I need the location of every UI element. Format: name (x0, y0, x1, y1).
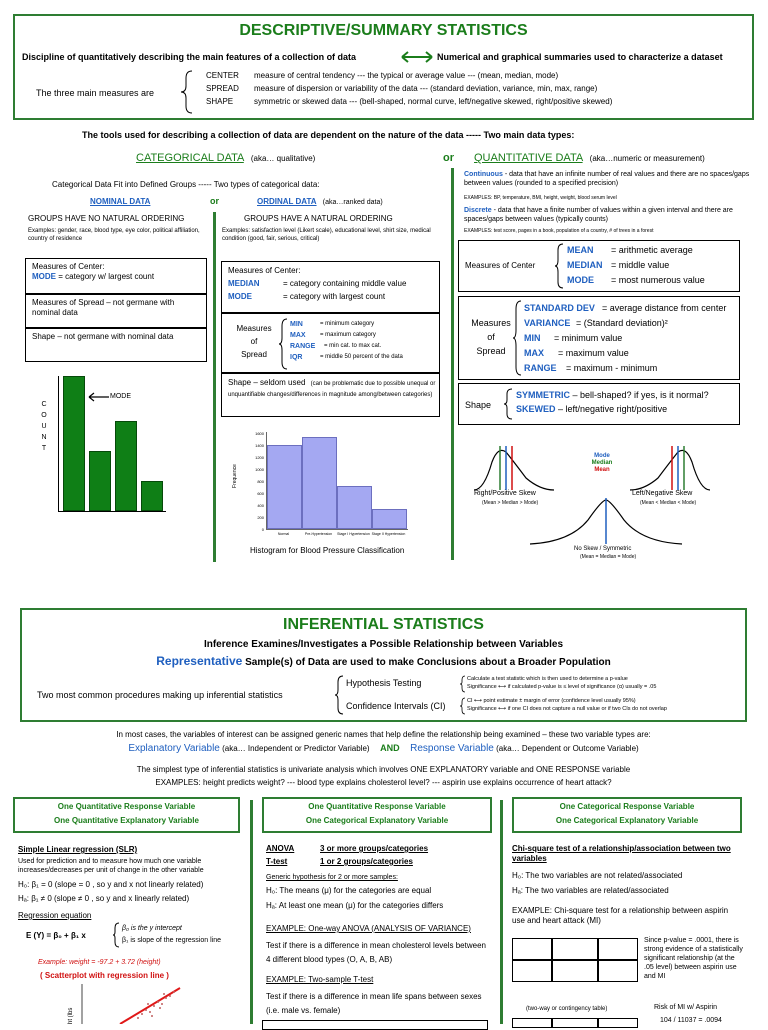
scatter-point (147, 1003, 149, 1005)
ordinal-shape-text (228, 378, 436, 399)
quant-spread-val: = (Standard deviation)² (576, 318, 668, 328)
ttest-example-text: Test if there is a difference in mean life spans between sexes (i.e. male vs. female) (266, 992, 482, 1015)
explanatory-key: Explanatory Variable (128, 743, 220, 754)
measure-name: SHAPE (206, 97, 234, 106)
anova-val: 3 or more groups/categories (320, 844, 429, 853)
histogram-bar (337, 486, 372, 529)
skew-legend (586, 453, 618, 474)
regression-line (120, 988, 180, 1024)
scatterplot (80, 984, 200, 1024)
table-cell (552, 1018, 598, 1028)
categorical-heading: CATEGORICAL DATA (136, 152, 244, 164)
categorical-aka: (aka… qualitative) (250, 154, 316, 163)
quant-spread-val: = maximum value (558, 348, 629, 358)
legend-mode: Mode (594, 453, 610, 459)
brace-icon (503, 388, 513, 420)
response-text: (aka… Dependent or Outcome Variable) (493, 744, 639, 753)
hypothesis-testing-label: Hypothesis Testing (346, 678, 422, 688)
scatter-point (153, 1005, 155, 1007)
quant-shape-val: – bell-shaped? if yes, is it normal? (572, 390, 709, 400)
quantitative-heading: QUANTITATIVE DATA (474, 152, 583, 164)
quant-shape-key: SKEWED (516, 404, 556, 414)
simplest-line: The simplest type of inferential statistics is univariate analysis which involves ONE EXPLANATORY variable and ONE RESPONSE variable (136, 765, 631, 774)
quant-center-val: = middle value (611, 260, 670, 270)
quant-shape-val: – left/negative right/positive (558, 404, 668, 414)
data-type-or: or (443, 152, 454, 164)
quant-spread-key: MAX (524, 348, 544, 358)
ordinal-spread-key: RANGE (290, 343, 316, 350)
chi-ha: Hₐ: The two variables are related/associated (512, 886, 669, 895)
quant-spread-key: STANDARD DEV (524, 303, 595, 313)
nominal-mode-text: = category w/ largest count (56, 272, 155, 281)
no-skew-note: (Mean = Median = Mode) (580, 554, 637, 560)
histogram-caption: Histogram for Blood Pressure Classification (250, 546, 405, 555)
representative-text: Sample(s) of Data are used to make Conclusions about a Broader Population (242, 657, 611, 668)
anova-ha: Hₐ: At least one mean (μ) for the categories differs (266, 901, 444, 910)
and-label: AND (380, 743, 400, 753)
nominal-shape-text: Shape – not germane with nominal data (32, 332, 174, 341)
nominal-ordinal-or: or (210, 196, 219, 206)
slr-ha: Hₐ: β₁ ≠ 0 (slope ≠ 0 , so y and x linearly related) (18, 894, 190, 903)
regression-b0: β₀ is the y intercept (122, 925, 182, 932)
histogram-xticks: Normal Pre-Hypertension Stage I Hypertension Stage II Hypertension (277, 532, 406, 536)
no-skew-label: No Skew / Symmetric (574, 546, 632, 552)
bar (63, 376, 85, 511)
regression-eq: E (Y) = β₀ + β₁ x (26, 931, 86, 940)
quant-center-key: MEDIAN (567, 260, 603, 270)
quant-center-items (567, 245, 705, 286)
measure-name: CENTER (206, 71, 239, 80)
discipline-right: Numerical and graphical summaries used to characterize a dataset (437, 52, 723, 62)
scatterplot-caption: ( Scatterplot with regression line ) (40, 971, 169, 980)
ttest-example-heading: EXAMPLE: Two-sample T-test (266, 975, 374, 984)
categorical-fit-text: Categorical Data Fit into Defined Groups ----- Two types of categorical data: (52, 180, 320, 189)
anova-example-text: Test if there is a difference in mean cholesterol levels between 4 different blood types (O, A, B, AB) (266, 941, 486, 964)
regression-eq-heading: Regression equation (18, 911, 92, 920)
confidence-intervals-label: Confidence Intervals (CI) (346, 701, 446, 711)
left-skew-note: (Mean < Median < Mode) (640, 500, 697, 506)
brace-icon (334, 675, 344, 715)
histogram-bar (372, 509, 407, 529)
contingency-table (512, 934, 638, 994)
discrete-key: Discrete (464, 207, 492, 214)
left-skew-curve (630, 450, 710, 490)
quant-center-val: = most numerous value (611, 275, 705, 285)
risk-calc: 104 / 11037 = .0094 (660, 1017, 722, 1024)
scatter-point (141, 1013, 143, 1015)
ordinal-spread-val: = maximum category (320, 332, 376, 338)
ordinal-heading: ORDINAL DATA (257, 197, 317, 206)
measure-desc: symmetric or skewed data --- (bell-shaped, normal curve, left/negative skewed, right/positive skewed) (254, 97, 613, 106)
scatter-point (173, 991, 175, 993)
discrete-text (464, 206, 754, 224)
table-cell (552, 960, 598, 982)
brace-icon (278, 318, 288, 370)
risk-label: Risk of MI w/ Aspirin (654, 1004, 718, 1011)
table-cell (598, 938, 638, 960)
regression-example: Example: weight = -97.2 + 3.72 (height) (38, 959, 161, 966)
legend-mean: Mean (594, 467, 610, 473)
histogram-bar (302, 437, 337, 529)
nominal-heading: NOMINAL DATA (90, 197, 151, 206)
ordinal-center-text (228, 266, 436, 302)
brace-icon (460, 697, 466, 715)
ci-notes: CI ⟷ point estimate ± margin of error (confidence level usually 95%) Significance ⟷ if one CI does not capture a null value or if two CIs do not overlap (467, 698, 667, 712)
continuous-desc: - data that have an infinite number of real values and there are no spaces/gaps between values (rounded to a specified precision) (464, 171, 750, 187)
ordinal-median-key: MEDIAN (228, 279, 260, 288)
hypothesis-notes: Calculate a test statistic which is then used to determine a p-value Significance ⟷ if calculated p-value is ≤ level of significance (α) usually = .05 (467, 676, 657, 690)
anova-key: ANOVA (266, 844, 295, 853)
measure-desc: measure of dispersion or variability of the data --- (standard deviation, variance, min, max, range) (254, 84, 598, 93)
ordinal-subheading: GROUPS HAVE A NATURAL ORDERING (244, 214, 393, 223)
continuous-examples: EXAMPLES: BP, temperature, BMI, height, weight, blood serum level (464, 195, 617, 201)
chi-conclusion: Since p-value = .0001, there is strong evidence of a statistically significant relationship (at the .05 level) between aspirin use and MI (644, 937, 743, 980)
ordinal-aka: (aka…ranked data) (322, 199, 383, 206)
bar (141, 481, 163, 511)
quantitative-aka: (aka…numeric or measurement) (589, 154, 705, 163)
col1-header: One Quantitative Response Variable One Quantitative Explanatory Variable (54, 802, 199, 825)
quantitative-heading-row (474, 152, 705, 164)
scatter-point (161, 1003, 163, 1005)
anova-row (266, 844, 428, 854)
scatter-point (159, 1007, 161, 1009)
quant-spread-key: MIN (524, 333, 541, 343)
slr-description: Used for prediction and to measure how much one variable increases/decreases per unit of change in the other variable (18, 858, 204, 874)
nominal-ordinal-divider (213, 212, 216, 562)
ordinal-spread-key: IQR (290, 354, 303, 361)
quant-spread-items (524, 303, 726, 374)
chi-h0: H₀: The two variables are not related/associated (512, 871, 683, 880)
generic-names-line: In most cases, the variables of interest can be assigned generic names that help define the relationship being examined – these two variable types are: (116, 730, 651, 739)
ordinal-spread-items (290, 320, 438, 362)
quant-spread-val: = minimum value (554, 333, 623, 343)
chi-heading: Chi-square test of a relationship/association between two variables (512, 844, 731, 863)
continuous-text (464, 170, 754, 188)
slr-h0: H₀: β₁ = 0 (slope = 0 , so y and x not linearly related) (18, 880, 204, 889)
bar (89, 451, 111, 511)
ordinal-spread-val: = middle 50 percent of the data (320, 354, 403, 360)
table-cell (552, 938, 598, 960)
histogram-plot (266, 432, 408, 530)
quant-spread-val: = maximum - minimum (566, 363, 658, 373)
three-measures-label: The three main measures are (36, 88, 155, 98)
ttest-val: 1 or 2 groups/categories (320, 857, 413, 866)
mode-arrow-label: MODE (110, 393, 131, 400)
ordinal-center-label: Measures of Center: (228, 266, 301, 275)
procedures-label: Two most common procedures making up inferential statistics (37, 690, 283, 700)
ordinal-spread-label: Measures of Spread (236, 324, 272, 359)
right-skew-note: (Mean > Median > Mode) (482, 500, 539, 506)
table-note: (two-way or contingency table) (526, 1006, 608, 1012)
table-cell (512, 1018, 552, 1028)
generic-hypothesis: Generic hypothesis for 2 or more samples: (266, 874, 398, 881)
table-cell (598, 960, 638, 982)
col1-col2-divider (250, 800, 253, 1024)
ordinal-median-text: = category containing middle value (283, 279, 407, 288)
nominal-examples: Examples: gender, race, blood type, eye color, political affiliation, country of residence (28, 228, 200, 242)
col3-header: One Categorical Response Variable One Categorical Explanatory Variable (555, 802, 699, 825)
measure-name: SPREAD (206, 84, 239, 93)
col2-header: One Quantitative Response Variable One Categorical Explanatory Variable (305, 802, 449, 825)
double-arrow-icon (400, 51, 434, 63)
ordinal-heading-row (257, 197, 383, 207)
regression-b1: β₁ is slope of the regression line (122, 937, 221, 944)
right-skew-curve (474, 450, 554, 490)
measures-list (206, 71, 612, 107)
ordinal-examples: Examples: satisfaction level (Likert scale), educational level, shirt size, medical condition (good, fair, serious, critical) (222, 228, 431, 242)
discrete-desc: - data that have a finite number of values within a given interval and there are spaces/gaps between values (typically counts) (464, 207, 733, 223)
quant-spread-val: = average distance from center (602, 303, 727, 313)
quant-spread-label: Measures of Spread (471, 318, 511, 356)
inference-line1: Inference Examines/Investigates a Possible Relationship between Variables (203, 639, 564, 650)
right-skew-label: Right/Positive Skew (474, 490, 536, 497)
ordinal-spread-key: MIN (290, 321, 303, 328)
scatter-point (157, 1001, 159, 1003)
anova-example-heading: EXAMPLE: One-way ANOVA (ANALYSIS OF VARIANCE) (266, 924, 471, 933)
ordinal-spread-val: = minimum category (320, 321, 375, 327)
brace-icon (554, 243, 564, 289)
scatter-point (137, 1017, 139, 1019)
tools-line: The tools used for describing a collection of data are dependent on the nature of the data ----- Two main data types: (82, 130, 575, 140)
left-skew-label: Left/Negative Skew (632, 490, 693, 497)
brace-icon (180, 70, 194, 114)
col2-col3-divider (500, 800, 503, 1024)
quant-spread-key: RANGE (524, 363, 557, 373)
brace-icon (112, 922, 120, 948)
ordinal-mode-text: = category with largest count (283, 292, 386, 301)
quant-shape-label: Shape (465, 400, 492, 410)
brace-icon (512, 300, 522, 376)
scatter-point (151, 1015, 153, 1017)
nominal-subheading: GROUPS HAVE NO NATURAL ORDERING (28, 214, 185, 223)
descriptive-title: DESCRIPTIVE/SUMMARY STATISTICS (239, 22, 528, 39)
ttest-box-edge (262, 1020, 488, 1030)
nominal-center-label: Measures of Center: (32, 262, 105, 271)
chi-example: EXAMPLE: Chi-square test for a relationship between aspirin use and heart attack (MI) (512, 906, 729, 925)
histogram-ylabel: Frequence (232, 464, 238, 488)
nominal-spread-text: Measures of Spread – not germane with nominal data (32, 298, 175, 317)
scatter-point (165, 997, 167, 999)
ordinal-shape-note: (can be problematic due to possible unequal or unquantifiable changes/differences in magnitude among/between categories) (228, 381, 436, 398)
ordinal-mode-key: MODE (228, 292, 252, 301)
arrow-left-icon (88, 392, 110, 402)
quant-spread-key: VARIANCE (524, 318, 571, 328)
slr-heading: Simple Linear regression (SLR) (18, 845, 138, 854)
nominal-center-text (32, 262, 202, 282)
quant-shape-items (516, 390, 709, 415)
legend-median: Median (591, 460, 613, 466)
explanatory-text: (aka… Independent or Predictor Variable) (219, 744, 370, 753)
histogram-bar (267, 445, 302, 529)
ordinal-shape-label: Shape – seldom used (228, 378, 306, 387)
quant-center-val: = arithmetic average (611, 245, 693, 255)
quant-center-key: MODE (567, 275, 594, 285)
discrete-examples: EXAMPLES: test score, pages in a book, population of a country, # of trees in a forest (464, 228, 654, 234)
table-cell (512, 938, 552, 960)
histogram-yticks: 1600 1400 1200 1000 800 600 400 200 0 (255, 431, 264, 532)
scatter-point (145, 1009, 147, 1011)
inferential-title: INFERENTIAL STATISTICS (283, 616, 484, 633)
categorical-quantitative-divider (451, 168, 454, 560)
ttest-key: T-test (266, 857, 288, 866)
scatter-point (149, 1011, 151, 1013)
nominal-mode-key: MODE (32, 272, 56, 281)
quant-shape-key: SYMMETRIC (516, 390, 570, 400)
scatter-axis-label: ht (lbs (68, 1007, 74, 1024)
measure-desc: measure of central tendency --- the typical or average value --- (mean, median, mode) (254, 71, 559, 80)
table-cell (512, 960, 552, 982)
brace-icon (460, 675, 466, 693)
scatter-point (169, 995, 171, 997)
count-label: C O U N T (41, 401, 47, 452)
quant-center-key: MEAN (567, 245, 594, 255)
examples-line: EXAMPLES: height predicts weight? --- blood type explains cholesterol level? --- aspirin use explains occurrence of heart attack? (155, 778, 612, 787)
representative-key: Representative (156, 654, 243, 668)
ttest-row (266, 857, 413, 867)
variable-types-line (20, 743, 747, 754)
ordinal-spread-key: MAX (290, 332, 306, 339)
bar (115, 421, 137, 511)
continuous-key: Continuous (464, 171, 503, 178)
categorical-heading-row (136, 152, 315, 164)
scatter-point (163, 993, 165, 995)
ordinal-spread-val: = min cat. to max cat. (324, 343, 382, 349)
inference-line2 (20, 655, 747, 669)
discipline-left: Discipline of quantitatively describing the main features of a collection of data (22, 52, 357, 62)
anova-h0: H₀: The means (μ) for the categories are equal (266, 886, 432, 895)
table-cell (598, 1018, 638, 1028)
quant-center-label: Measures of Center (465, 261, 536, 270)
response-key: Response Variable (410, 743, 494, 754)
